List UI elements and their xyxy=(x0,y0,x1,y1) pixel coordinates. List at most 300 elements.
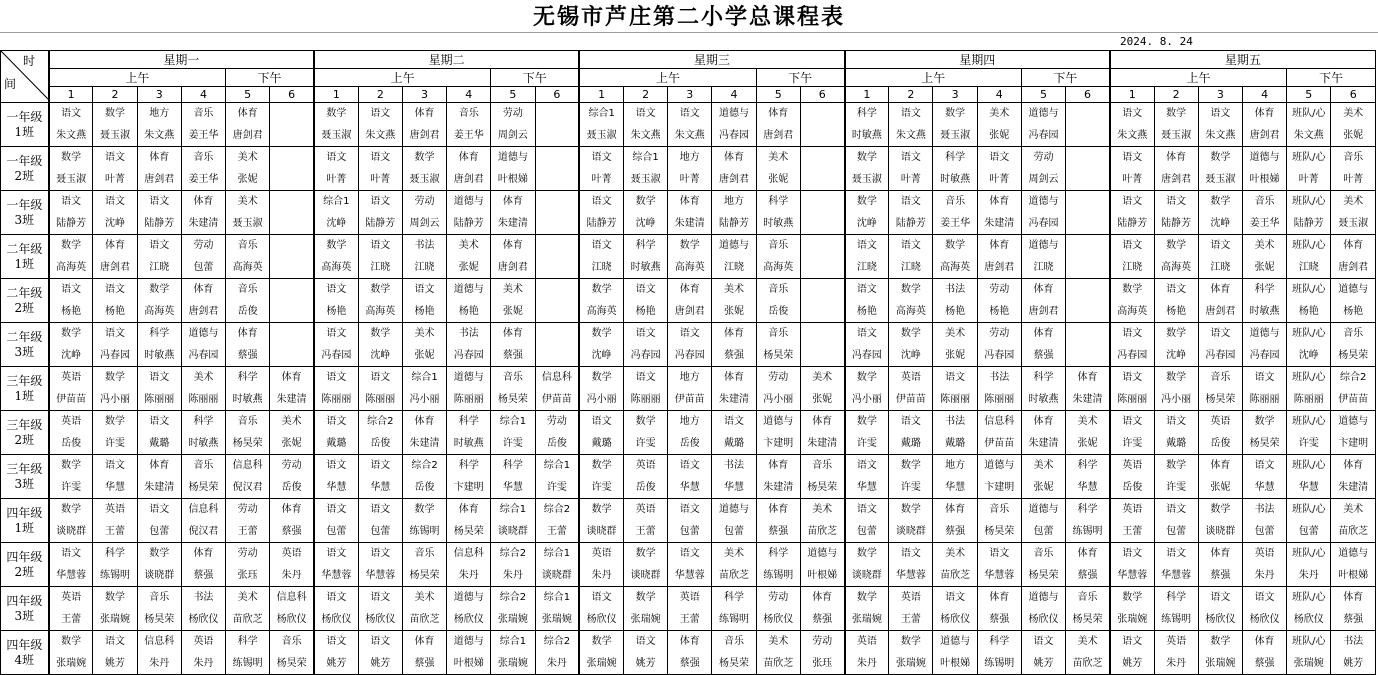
lesson-cell[interactable] xyxy=(358,543,402,587)
lesson-cell[interactable] xyxy=(137,367,181,411)
lesson-cell[interactable] xyxy=(579,499,623,543)
lesson-cell[interactable] xyxy=(889,191,933,235)
lesson-cell[interactable] xyxy=(270,455,314,499)
lesson-cell[interactable] xyxy=(49,279,93,323)
lesson-cell[interactable] xyxy=(137,499,181,543)
lesson-cell[interactable] xyxy=(933,411,977,455)
lesson-cell[interactable] xyxy=(1287,411,1331,455)
lesson-cell[interactable] xyxy=(270,411,314,455)
lesson-cell[interactable] xyxy=(1021,587,1065,631)
lesson-cell[interactable] xyxy=(93,499,137,543)
lesson-cell[interactable] xyxy=(800,323,844,367)
lesson-cell[interactable] xyxy=(535,235,579,279)
lesson-cell[interactable] xyxy=(845,631,889,675)
lesson-cell[interactable] xyxy=(977,103,1021,147)
lesson-cell[interactable] xyxy=(491,367,535,411)
lesson-cell[interactable] xyxy=(756,191,800,235)
lesson-cell[interactable] xyxy=(1154,147,1198,191)
lesson-cell[interactable] xyxy=(314,455,358,499)
lesson-cell[interactable] xyxy=(1331,279,1376,323)
lesson-cell[interactable] xyxy=(1066,367,1110,411)
lesson-cell[interactable] xyxy=(756,235,800,279)
lesson-cell[interactable] xyxy=(933,279,977,323)
lesson-cell[interactable] xyxy=(668,103,712,147)
lesson-cell[interactable] xyxy=(314,367,358,411)
lesson-cell[interactable] xyxy=(314,323,358,367)
lesson-cell[interactable] xyxy=(756,587,800,631)
lesson-cell[interactable] xyxy=(889,323,933,367)
lesson-cell[interactable] xyxy=(447,411,491,455)
lesson-cell[interactable] xyxy=(756,455,800,499)
lesson-cell[interactable] xyxy=(756,631,800,675)
lesson-cell[interactable] xyxy=(712,455,756,499)
lesson-cell[interactable] xyxy=(800,455,844,499)
lesson-cell[interactable] xyxy=(1110,191,1154,235)
lesson-cell[interactable] xyxy=(535,411,579,455)
lesson-cell[interactable] xyxy=(402,411,446,455)
lesson-cell[interactable] xyxy=(1110,411,1154,455)
lesson-cell[interactable] xyxy=(402,235,446,279)
lesson-cell[interactable] xyxy=(624,191,668,235)
lesson-cell[interactable] xyxy=(137,147,181,191)
lesson-cell[interactable] xyxy=(49,103,93,147)
lesson-cell[interactable] xyxy=(358,367,402,411)
lesson-cell[interactable] xyxy=(668,367,712,411)
lesson-cell[interactable] xyxy=(1154,411,1198,455)
lesson-cell[interactable] xyxy=(1110,279,1154,323)
lesson-cell[interactable] xyxy=(1331,543,1376,587)
lesson-cell[interactable] xyxy=(933,367,977,411)
lesson-cell[interactable] xyxy=(226,587,270,631)
lesson-cell[interactable] xyxy=(93,279,137,323)
lesson-cell[interactable] xyxy=(270,543,314,587)
lesson-cell[interactable] xyxy=(447,631,491,675)
lesson-cell[interactable] xyxy=(358,103,402,147)
lesson-cell[interactable] xyxy=(800,543,844,587)
lesson-cell[interactable] xyxy=(889,411,933,455)
lesson-cell[interactable] xyxy=(1331,631,1376,675)
lesson-cell[interactable] xyxy=(93,455,137,499)
lesson-cell[interactable] xyxy=(181,235,225,279)
lesson-cell[interactable] xyxy=(1066,323,1110,367)
lesson-cell[interactable] xyxy=(1242,455,1286,499)
lesson-cell[interactable] xyxy=(624,631,668,675)
lesson-cell[interactable] xyxy=(977,631,1021,675)
lesson-cell[interactable] xyxy=(933,631,977,675)
lesson-cell[interactable] xyxy=(1287,191,1331,235)
lesson-cell[interactable] xyxy=(889,279,933,323)
lesson-cell[interactable] xyxy=(358,323,402,367)
lesson-cell[interactable] xyxy=(358,147,402,191)
lesson-cell[interactable] xyxy=(712,147,756,191)
lesson-cell[interactable] xyxy=(535,279,579,323)
lesson-cell[interactable] xyxy=(447,147,491,191)
lesson-cell[interactable] xyxy=(1198,631,1242,675)
lesson-cell[interactable] xyxy=(624,279,668,323)
lesson-cell[interactable] xyxy=(1331,455,1376,499)
lesson-cell[interactable] xyxy=(226,455,270,499)
lesson-cell[interactable] xyxy=(579,587,623,631)
lesson-cell[interactable] xyxy=(1198,543,1242,587)
lesson-cell[interactable] xyxy=(181,411,225,455)
lesson-cell[interactable] xyxy=(491,323,535,367)
lesson-cell[interactable] xyxy=(579,191,623,235)
lesson-cell[interactable] xyxy=(1331,103,1376,147)
lesson-cell[interactable] xyxy=(402,103,446,147)
lesson-cell[interactable] xyxy=(845,499,889,543)
lesson-cell[interactable] xyxy=(1331,147,1376,191)
lesson-cell[interactable] xyxy=(800,191,844,235)
lesson-cell[interactable] xyxy=(49,411,93,455)
lesson-cell[interactable] xyxy=(756,323,800,367)
lesson-cell[interactable] xyxy=(1021,279,1065,323)
lesson-cell[interactable] xyxy=(314,235,358,279)
lesson-cell[interactable] xyxy=(756,147,800,191)
lesson-cell[interactable] xyxy=(624,103,668,147)
lesson-cell[interactable] xyxy=(491,499,535,543)
lesson-cell[interactable] xyxy=(712,279,756,323)
lesson-cell[interactable] xyxy=(402,587,446,631)
lesson-cell[interactable] xyxy=(1287,455,1331,499)
lesson-cell[interactable] xyxy=(1066,455,1110,499)
lesson-cell[interactable] xyxy=(1110,543,1154,587)
lesson-cell[interactable] xyxy=(358,235,402,279)
lesson-cell[interactable] xyxy=(624,147,668,191)
lesson-cell[interactable] xyxy=(668,235,712,279)
lesson-cell[interactable] xyxy=(93,367,137,411)
lesson-cell[interactable] xyxy=(49,147,93,191)
lesson-cell[interactable] xyxy=(933,235,977,279)
lesson-cell[interactable] xyxy=(1021,103,1065,147)
lesson-cell[interactable] xyxy=(1331,587,1376,631)
lesson-cell[interactable] xyxy=(535,543,579,587)
lesson-cell[interactable] xyxy=(845,455,889,499)
lesson-cell[interactable] xyxy=(402,323,446,367)
lesson-cell[interactable] xyxy=(314,587,358,631)
lesson-cell[interactable] xyxy=(1287,235,1331,279)
lesson-cell[interactable] xyxy=(1287,543,1331,587)
lesson-cell[interactable] xyxy=(800,411,844,455)
lesson-cell[interactable] xyxy=(137,235,181,279)
lesson-cell[interactable] xyxy=(535,499,579,543)
lesson-cell[interactable] xyxy=(668,587,712,631)
lesson-cell[interactable] xyxy=(402,543,446,587)
lesson-cell[interactable] xyxy=(712,235,756,279)
lesson-cell[interactable] xyxy=(668,411,712,455)
lesson-cell[interactable] xyxy=(1198,587,1242,631)
lesson-cell[interactable] xyxy=(1242,411,1286,455)
lesson-cell[interactable] xyxy=(49,235,93,279)
lesson-cell[interactable] xyxy=(977,147,1021,191)
lesson-cell[interactable] xyxy=(491,279,535,323)
lesson-cell[interactable] xyxy=(1198,411,1242,455)
lesson-cell[interactable] xyxy=(1154,191,1198,235)
lesson-cell[interactable] xyxy=(402,499,446,543)
lesson-cell[interactable] xyxy=(535,631,579,675)
lesson-cell[interactable] xyxy=(93,147,137,191)
lesson-cell[interactable] xyxy=(1021,455,1065,499)
lesson-cell[interactable] xyxy=(933,499,977,543)
lesson-cell[interactable] xyxy=(845,323,889,367)
lesson-cell[interactable] xyxy=(49,191,93,235)
lesson-cell[interactable] xyxy=(845,191,889,235)
lesson-cell[interactable] xyxy=(447,587,491,631)
lesson-cell[interactable] xyxy=(800,499,844,543)
lesson-cell[interactable] xyxy=(93,587,137,631)
lesson-cell[interactable] xyxy=(1021,147,1065,191)
lesson-cell[interactable] xyxy=(49,455,93,499)
lesson-cell[interactable] xyxy=(845,235,889,279)
lesson-cell[interactable] xyxy=(535,191,579,235)
lesson-cell[interactable] xyxy=(1331,235,1376,279)
lesson-cell[interactable] xyxy=(270,367,314,411)
lesson-cell[interactable] xyxy=(1287,587,1331,631)
lesson-cell[interactable] xyxy=(1066,631,1110,675)
lesson-cell[interactable] xyxy=(712,499,756,543)
lesson-cell[interactable] xyxy=(800,587,844,631)
lesson-cell[interactable] xyxy=(137,191,181,235)
lesson-cell[interactable] xyxy=(137,103,181,147)
lesson-cell[interactable] xyxy=(712,103,756,147)
lesson-cell[interactable] xyxy=(226,499,270,543)
lesson-cell[interactable] xyxy=(358,455,402,499)
lesson-cell[interactable] xyxy=(270,235,314,279)
lesson-cell[interactable] xyxy=(447,367,491,411)
lesson-cell[interactable] xyxy=(1110,455,1154,499)
lesson-cell[interactable] xyxy=(535,103,579,147)
lesson-cell[interactable] xyxy=(93,103,137,147)
lesson-cell[interactable] xyxy=(1331,191,1376,235)
lesson-cell[interactable] xyxy=(579,147,623,191)
lesson-cell[interactable] xyxy=(889,235,933,279)
lesson-cell[interactable] xyxy=(933,191,977,235)
lesson-cell[interactable] xyxy=(49,631,93,675)
lesson-cell[interactable] xyxy=(1154,367,1198,411)
lesson-cell[interactable] xyxy=(1198,323,1242,367)
lesson-cell[interactable] xyxy=(977,411,1021,455)
lesson-cell[interactable] xyxy=(1242,191,1286,235)
lesson-cell[interactable] xyxy=(1242,587,1286,631)
lesson-cell[interactable] xyxy=(1154,455,1198,499)
lesson-cell[interactable] xyxy=(1021,191,1065,235)
lesson-cell[interactable] xyxy=(226,367,270,411)
lesson-cell[interactable] xyxy=(579,631,623,675)
lesson-cell[interactable] xyxy=(535,147,579,191)
lesson-cell[interactable] xyxy=(1242,103,1286,147)
lesson-cell[interactable] xyxy=(889,147,933,191)
lesson-cell[interactable] xyxy=(447,235,491,279)
lesson-cell[interactable] xyxy=(845,543,889,587)
lesson-cell[interactable] xyxy=(314,631,358,675)
lesson-cell[interactable] xyxy=(756,411,800,455)
lesson-cell[interactable] xyxy=(1287,147,1331,191)
lesson-cell[interactable] xyxy=(845,587,889,631)
lesson-cell[interactable] xyxy=(1110,235,1154,279)
lesson-cell[interactable] xyxy=(226,323,270,367)
lesson-cell[interactable] xyxy=(712,323,756,367)
lesson-cell[interactable] xyxy=(1021,543,1065,587)
lesson-cell[interactable] xyxy=(226,191,270,235)
lesson-cell[interactable] xyxy=(1066,411,1110,455)
lesson-cell[interactable] xyxy=(624,587,668,631)
lesson-cell[interactable] xyxy=(624,367,668,411)
lesson-cell[interactable] xyxy=(491,147,535,191)
lesson-cell[interactable] xyxy=(402,147,446,191)
lesson-cell[interactable] xyxy=(137,631,181,675)
lesson-cell[interactable] xyxy=(1154,235,1198,279)
lesson-cell[interactable] xyxy=(1198,235,1242,279)
lesson-cell[interactable] xyxy=(447,543,491,587)
lesson-cell[interactable] xyxy=(181,367,225,411)
lesson-cell[interactable] xyxy=(1242,543,1286,587)
lesson-cell[interactable] xyxy=(668,543,712,587)
lesson-cell[interactable] xyxy=(1154,587,1198,631)
lesson-cell[interactable] xyxy=(977,499,1021,543)
lesson-cell[interactable] xyxy=(756,103,800,147)
lesson-cell[interactable] xyxy=(270,191,314,235)
lesson-cell[interactable] xyxy=(1331,323,1376,367)
lesson-cell[interactable] xyxy=(624,455,668,499)
lesson-cell[interactable] xyxy=(845,147,889,191)
lesson-cell[interactable] xyxy=(358,411,402,455)
lesson-cell[interactable] xyxy=(1331,367,1376,411)
lesson-cell[interactable] xyxy=(49,543,93,587)
lesson-cell[interactable] xyxy=(579,543,623,587)
lesson-cell[interactable] xyxy=(447,103,491,147)
lesson-cell[interactable] xyxy=(845,279,889,323)
lesson-cell[interactable] xyxy=(845,411,889,455)
lesson-cell[interactable] xyxy=(1242,499,1286,543)
lesson-cell[interactable] xyxy=(1154,631,1198,675)
lesson-cell[interactable] xyxy=(712,587,756,631)
lesson-cell[interactable] xyxy=(800,147,844,191)
lesson-cell[interactable] xyxy=(712,543,756,587)
lesson-cell[interactable] xyxy=(181,191,225,235)
lesson-cell[interactable] xyxy=(977,367,1021,411)
lesson-cell[interactable] xyxy=(314,191,358,235)
lesson-cell[interactable] xyxy=(491,411,535,455)
lesson-cell[interactable] xyxy=(314,103,358,147)
lesson-cell[interactable] xyxy=(1154,543,1198,587)
lesson-cell[interactable] xyxy=(270,631,314,675)
lesson-cell[interactable] xyxy=(137,279,181,323)
lesson-cell[interactable] xyxy=(579,235,623,279)
lesson-cell[interactable] xyxy=(181,455,225,499)
lesson-cell[interactable] xyxy=(800,367,844,411)
lesson-cell[interactable] xyxy=(270,103,314,147)
lesson-cell[interactable] xyxy=(181,543,225,587)
lesson-cell[interactable] xyxy=(933,147,977,191)
lesson-cell[interactable] xyxy=(1110,323,1154,367)
lesson-cell[interactable] xyxy=(1110,587,1154,631)
lesson-cell[interactable] xyxy=(977,191,1021,235)
lesson-cell[interactable] xyxy=(1198,455,1242,499)
lesson-cell[interactable] xyxy=(624,235,668,279)
lesson-cell[interactable] xyxy=(314,279,358,323)
lesson-cell[interactable] xyxy=(270,499,314,543)
lesson-cell[interactable] xyxy=(668,499,712,543)
lesson-cell[interactable] xyxy=(933,103,977,147)
lesson-cell[interactable] xyxy=(181,147,225,191)
lesson-cell[interactable] xyxy=(756,543,800,587)
lesson-cell[interactable] xyxy=(358,587,402,631)
lesson-cell[interactable] xyxy=(49,367,93,411)
lesson-cell[interactable] xyxy=(226,103,270,147)
lesson-cell[interactable] xyxy=(889,631,933,675)
lesson-cell[interactable] xyxy=(1331,411,1376,455)
lesson-cell[interactable] xyxy=(1242,631,1286,675)
lesson-cell[interactable] xyxy=(889,103,933,147)
lesson-cell[interactable] xyxy=(1021,411,1065,455)
lesson-cell[interactable] xyxy=(1287,631,1331,675)
lesson-cell[interactable] xyxy=(845,367,889,411)
lesson-cell[interactable] xyxy=(1198,103,1242,147)
lesson-cell[interactable] xyxy=(624,543,668,587)
lesson-cell[interactable] xyxy=(1066,191,1110,235)
lesson-cell[interactable] xyxy=(1242,147,1286,191)
lesson-cell[interactable] xyxy=(1066,543,1110,587)
lesson-cell[interactable] xyxy=(314,147,358,191)
lesson-cell[interactable] xyxy=(1066,499,1110,543)
lesson-cell[interactable] xyxy=(491,543,535,587)
lesson-cell[interactable] xyxy=(800,235,844,279)
lesson-cell[interactable] xyxy=(889,499,933,543)
lesson-cell[interactable] xyxy=(226,279,270,323)
lesson-cell[interactable] xyxy=(93,543,137,587)
lesson-cell[interactable] xyxy=(1066,147,1110,191)
lesson-cell[interactable] xyxy=(1242,367,1286,411)
lesson-cell[interactable] xyxy=(226,543,270,587)
lesson-cell[interactable] xyxy=(447,191,491,235)
lesson-cell[interactable] xyxy=(1287,323,1331,367)
lesson-cell[interactable] xyxy=(49,323,93,367)
lesson-cell[interactable] xyxy=(800,279,844,323)
lesson-cell[interactable] xyxy=(756,499,800,543)
lesson-cell[interactable] xyxy=(624,499,668,543)
lesson-cell[interactable] xyxy=(624,323,668,367)
lesson-cell[interactable] xyxy=(933,455,977,499)
lesson-cell[interactable] xyxy=(712,631,756,675)
lesson-cell[interactable] xyxy=(93,191,137,235)
lesson-cell[interactable] xyxy=(181,631,225,675)
lesson-cell[interactable] xyxy=(579,103,623,147)
lesson-cell[interactable] xyxy=(226,235,270,279)
lesson-cell[interactable] xyxy=(491,103,535,147)
lesson-cell[interactable] xyxy=(1198,499,1242,543)
lesson-cell[interactable] xyxy=(977,279,1021,323)
lesson-cell[interactable] xyxy=(1154,279,1198,323)
lesson-cell[interactable] xyxy=(579,411,623,455)
lesson-cell[interactable] xyxy=(624,411,668,455)
lesson-cell[interactable] xyxy=(1021,499,1065,543)
lesson-cell[interactable] xyxy=(358,499,402,543)
lesson-cell[interactable] xyxy=(447,279,491,323)
lesson-cell[interactable] xyxy=(491,235,535,279)
lesson-cell[interactable] xyxy=(1242,235,1286,279)
lesson-cell[interactable] xyxy=(1021,367,1065,411)
lesson-cell[interactable] xyxy=(579,323,623,367)
lesson-cell[interactable] xyxy=(137,543,181,587)
lesson-cell[interactable] xyxy=(181,323,225,367)
lesson-cell[interactable] xyxy=(402,455,446,499)
lesson-cell[interactable] xyxy=(756,367,800,411)
lesson-cell[interactable] xyxy=(1110,103,1154,147)
lesson-cell[interactable] xyxy=(1066,279,1110,323)
lesson-cell[interactable] xyxy=(447,323,491,367)
lesson-cell[interactable] xyxy=(535,455,579,499)
lesson-cell[interactable] xyxy=(1154,499,1198,543)
lesson-cell[interactable] xyxy=(933,323,977,367)
